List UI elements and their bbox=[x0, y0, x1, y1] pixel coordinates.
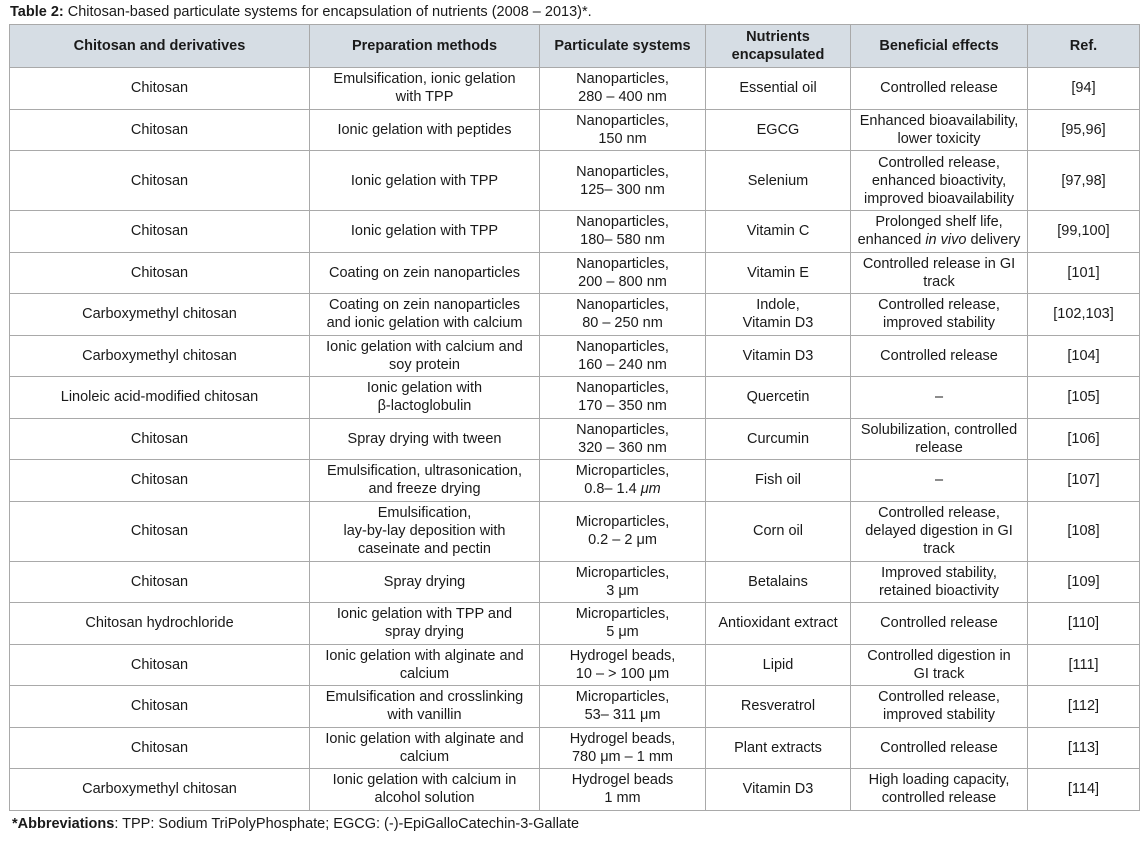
table-row bbox=[10, 151, 1140, 211]
cell-particulate bbox=[540, 501, 706, 561]
table-row bbox=[10, 68, 1140, 110]
cell-preparation-line: calcium bbox=[399, 665, 450, 682]
cell-nutrient bbox=[706, 335, 851, 377]
header-effects: Beneficial effects bbox=[851, 25, 1028, 68]
table-row bbox=[10, 727, 1140, 769]
cell-ref: [99,100] bbox=[1028, 211, 1140, 253]
cell-ref: [112] bbox=[1028, 686, 1140, 728]
cell-chitosan: Chitosan bbox=[10, 418, 310, 460]
table-row bbox=[10, 294, 1140, 336]
table-row bbox=[10, 252, 1140, 294]
cell-effect-line: Controlled release, bbox=[878, 689, 1000, 706]
cell-particulate-line: Hydrogel beads, bbox=[569, 730, 676, 747]
cell-preparation-line: Emulsification, ultrasonication, bbox=[326, 463, 523, 480]
cell-effect-line: Controlled release in GI bbox=[862, 255, 1016, 272]
cell-effect bbox=[851, 686, 1028, 728]
cell-effect-line: improved bioavailability bbox=[864, 190, 1014, 207]
cell-preparation bbox=[310, 377, 540, 419]
cell-particulate-line: Nanoparticles, bbox=[576, 163, 669, 180]
cell-preparation-line: Emulsification and crosslinking bbox=[325, 689, 524, 706]
cell-effect-line: – bbox=[934, 472, 944, 489]
cell-particulate-line: Nanoparticles, bbox=[576, 71, 669, 88]
footnote-text: : TPP: Sodium TriPolyPhosphate; EGCG: (-)-EpiGalloCatechin-3-Gallate bbox=[114, 816, 580, 832]
cell-effect bbox=[851, 294, 1028, 336]
cell-preparation bbox=[310, 211, 540, 253]
cell-nutrient bbox=[706, 377, 851, 419]
cell-ref: [111] bbox=[1028, 644, 1140, 686]
cell-effect-line: improved stability bbox=[882, 315, 995, 332]
cell-particulate-line: 125– 300 nm bbox=[580, 181, 665, 198]
cell-nutrient bbox=[706, 252, 851, 294]
cell-effect-line: improved stability bbox=[882, 707, 995, 724]
cell-particulate-line: Microparticles, bbox=[575, 564, 670, 581]
cell-chitosan: Chitosan bbox=[10, 252, 310, 294]
cell-nutrient-line: Vitamin C bbox=[746, 223, 810, 240]
table-row bbox=[10, 561, 1140, 603]
cell-preparation bbox=[310, 109, 540, 151]
cell-chitosan: Chitosan bbox=[10, 561, 310, 603]
cell-particulate-line: Nanoparticles, bbox=[576, 421, 669, 438]
cell-effect bbox=[851, 252, 1028, 294]
cell-nutrient-line: Vitamin D3 bbox=[742, 315, 814, 332]
cell-preparation-line: soy protein bbox=[389, 356, 460, 373]
cell-preparation-line: Spray drying with tween bbox=[347, 430, 502, 447]
cell-effect-line: GI track bbox=[913, 665, 965, 682]
table-row bbox=[10, 418, 1140, 460]
cell-particulate-line: Microparticles, bbox=[575, 606, 670, 623]
cell-preparation bbox=[310, 151, 540, 211]
header-chitosan: Chitosan and derivatives bbox=[10, 25, 310, 68]
cell-effect bbox=[851, 109, 1028, 151]
cell-effect-line: track bbox=[923, 273, 955, 290]
cell-chitosan: Chitosan bbox=[10, 68, 310, 110]
cell-particulate bbox=[540, 418, 706, 460]
table-row bbox=[10, 769, 1140, 811]
cell-preparation-line: with TPP bbox=[395, 89, 454, 106]
cell-particulate bbox=[540, 211, 706, 253]
table-body bbox=[10, 68, 1140, 811]
cell-preparation bbox=[310, 294, 540, 336]
cell-particulate bbox=[540, 769, 706, 811]
cell-chitosan: Chitosan bbox=[10, 151, 310, 211]
cell-nutrient-line: Plant extracts bbox=[734, 739, 822, 756]
cell-particulate-line: Nanoparticles, bbox=[576, 338, 669, 355]
cell-preparation-line: and freeze drying bbox=[368, 481, 481, 498]
cell-effect-line: Controlled release, bbox=[878, 297, 1000, 314]
cell-preparation bbox=[310, 68, 540, 110]
cell-particulate-line: 0.2 – 2 μm bbox=[588, 532, 657, 548]
cell-particulate-line: 200 – 800 nm bbox=[578, 273, 667, 290]
cell-particulate-line: 53– 311 μm bbox=[584, 707, 661, 724]
cell-ref: [107] bbox=[1028, 460, 1140, 502]
cell-nutrient bbox=[706, 727, 851, 769]
cell-effect-line: Prolonged shelf life, bbox=[875, 214, 1003, 231]
cell-particulate-line: Nanoparticles, bbox=[576, 112, 669, 129]
cell-nutrient bbox=[706, 561, 851, 603]
cell-ref: [113] bbox=[1028, 727, 1140, 769]
cell-ref: [110] bbox=[1028, 603, 1140, 645]
cell-effect bbox=[851, 211, 1028, 253]
cell-effect-line: Solubilization, controlled bbox=[860, 421, 1018, 438]
table-row bbox=[10, 211, 1140, 253]
cell-chitosan: Carboxymethyl chitosan bbox=[10, 769, 310, 811]
cell-ref: [102,103] bbox=[1028, 294, 1140, 336]
cell-preparation-line: spray drying bbox=[385, 624, 464, 641]
cell-particulate-line: 280 – 400 nm bbox=[578, 89, 667, 106]
cell-effect bbox=[851, 727, 1028, 769]
cell-particulate-line: Nanoparticles, bbox=[576, 255, 669, 272]
cell-particulate-line: Microparticles, bbox=[575, 514, 670, 530]
cell-effect bbox=[851, 68, 1028, 110]
cell-nutrient-line: Selenium bbox=[747, 172, 809, 189]
footnote bbox=[12, 814, 579, 834]
cell-preparation-line: β-lactoglobulin bbox=[377, 398, 472, 415]
cell-effect-line: Controlled release bbox=[880, 80, 998, 97]
cell-nutrient-line: Indole, bbox=[756, 297, 800, 314]
cell-nutrient bbox=[706, 501, 851, 561]
cell-particulate-line: 150 nm bbox=[598, 130, 647, 147]
cell-particulate bbox=[540, 460, 706, 502]
cell-effect bbox=[851, 501, 1028, 561]
cell-particulate-line: 320 – 360 nm bbox=[578, 439, 667, 456]
cell-preparation bbox=[310, 335, 540, 377]
cell-particulate-line: 180– 580 nm bbox=[580, 232, 665, 249]
cell-nutrient-line: Fish oil bbox=[755, 472, 801, 489]
cell-chitosan: Linoleic acid-modified chitosan bbox=[10, 377, 310, 419]
cell-ref: [104] bbox=[1028, 335, 1140, 377]
cell-chitosan: Chitosan bbox=[10, 644, 310, 686]
cell-effect bbox=[851, 460, 1028, 502]
cell-effect-line: enhanced bioactivity, bbox=[871, 172, 1007, 189]
table-row bbox=[10, 377, 1140, 419]
cell-preparation-line: Ionic gelation with alginate and bbox=[325, 730, 524, 747]
cell-nutrient bbox=[706, 769, 851, 811]
table-row bbox=[10, 644, 1140, 686]
cell-effect-line: track bbox=[923, 541, 955, 557]
cell-preparation-line: Ionic gelation with TPP bbox=[350, 172, 499, 189]
cell-preparation bbox=[310, 252, 540, 294]
cell-chitosan: Chitosan bbox=[10, 109, 310, 151]
cell-nutrient-line: Lipid bbox=[762, 656, 794, 673]
cell-effect-line: lower toxicity bbox=[897, 130, 981, 147]
footnote-label: *Abbreviations bbox=[12, 816, 115, 832]
cell-preparation-line: Ionic gelation with calcium in bbox=[332, 772, 517, 789]
cell-nutrient bbox=[706, 644, 851, 686]
cell-preparation-line: Ionic gelation with TPP bbox=[350, 223, 499, 240]
header-nutrients-line: encapsulated bbox=[731, 47, 825, 63]
cell-particulate bbox=[540, 109, 706, 151]
cell-preparation bbox=[310, 603, 540, 645]
cell-particulate bbox=[540, 252, 706, 294]
cell-particulate-line: 3 μm bbox=[606, 582, 639, 599]
cell-effect-line: release bbox=[915, 439, 963, 456]
table-caption bbox=[10, 2, 592, 22]
cell-preparation-line: Spray drying bbox=[383, 573, 466, 590]
cell-nutrient-line: Resveratrol bbox=[740, 698, 816, 715]
cell-nutrient-line: Vitamin D3 bbox=[742, 347, 814, 364]
cell-effect-line: Controlled release bbox=[880, 615, 998, 632]
cell-nutrient-line: Curcumin bbox=[746, 430, 810, 447]
cell-effect-line: Improved stability, bbox=[881, 564, 997, 581]
cell-effect-line: delayed digestion in GI bbox=[865, 523, 1013, 539]
caption-label: Table 2: bbox=[10, 4, 64, 20]
cell-particulate bbox=[540, 603, 706, 645]
cell-ref: [108] bbox=[1028, 501, 1140, 561]
cell-nutrient bbox=[706, 686, 851, 728]
cell-preparation bbox=[310, 501, 540, 561]
cell-particulate-line: 160 – 240 nm bbox=[578, 356, 667, 373]
header-row bbox=[10, 25, 1140, 68]
cell-chitosan: Chitosan bbox=[10, 686, 310, 728]
cell-particulate bbox=[540, 68, 706, 110]
caption-text: Chitosan-based particulate systems for encapsulation of nutrients (2008 – 2013)*. bbox=[67, 4, 592, 20]
cell-effect bbox=[851, 377, 1028, 419]
cell-effect bbox=[851, 335, 1028, 377]
cell-particulate bbox=[540, 335, 706, 377]
cell-effect bbox=[851, 151, 1028, 211]
cell-preparation-line: calcium bbox=[399, 748, 450, 765]
cell-nutrient-line: Betalains bbox=[748, 573, 808, 590]
cell-effect bbox=[851, 769, 1028, 811]
cell-particulate-line: 1 mm bbox=[604, 790, 641, 807]
cell-preparation bbox=[310, 644, 540, 686]
table-row bbox=[10, 501, 1140, 561]
header-preparation: Preparation methods bbox=[310, 25, 540, 68]
cell-effect-line: High loading capacity, bbox=[868, 772, 1010, 789]
cell-particulate bbox=[540, 686, 706, 728]
cell-preparation-line: Ionic gelation with alginate and bbox=[325, 647, 524, 664]
cell-nutrient bbox=[706, 68, 851, 110]
cell-effect-line: Controlled digestion in bbox=[867, 647, 1011, 664]
header-particulate: Particulate systems bbox=[540, 25, 706, 68]
cell-ref: [101] bbox=[1028, 252, 1140, 294]
cell-nutrient-line: Antioxidant extract bbox=[718, 615, 838, 632]
header-ref: Ref. bbox=[1028, 25, 1140, 68]
cell-particulate bbox=[540, 727, 706, 769]
cell-preparation-line: Coating on zein nanoparticles bbox=[328, 264, 521, 281]
cell-chitosan: Carboxymethyl chitosan bbox=[10, 335, 310, 377]
cell-preparation bbox=[310, 460, 540, 502]
cell-preparation bbox=[310, 418, 540, 460]
cell-nutrient bbox=[706, 294, 851, 336]
cell-effect bbox=[851, 418, 1028, 460]
cell-preparation bbox=[310, 769, 540, 811]
cell-effect-line: – bbox=[934, 389, 944, 406]
cell-effect-line: Controlled release, bbox=[878, 154, 1000, 171]
table-row bbox=[10, 460, 1140, 502]
cell-preparation bbox=[310, 561, 540, 603]
cell-nutrient bbox=[706, 151, 851, 211]
cell-chitosan: Carboxymethyl chitosan bbox=[10, 294, 310, 336]
cell-particulate-line: 0.8– 1.4 μm bbox=[584, 481, 661, 498]
cell-nutrient-line: Vitamin D3 bbox=[742, 781, 814, 798]
cell-effect-line: Controlled release bbox=[880, 347, 998, 364]
cell-preparation-line: Ionic gelation with bbox=[366, 380, 483, 397]
cell-chitosan: Chitosan bbox=[10, 501, 310, 561]
cell-particulate-line: 170 – 350 nm bbox=[578, 398, 667, 415]
cell-preparation-line: Coating on zein nanoparticles bbox=[328, 297, 521, 314]
cell-effect-line: Enhanced bioavailability, bbox=[859, 112, 1019, 129]
cell-nutrient bbox=[706, 211, 851, 253]
cell-effect bbox=[851, 644, 1028, 686]
cell-particulate-line: Nanoparticles, bbox=[576, 214, 669, 231]
cell-chitosan: Chitosan bbox=[10, 211, 310, 253]
cell-preparation-line: and ionic gelation with calcium bbox=[326, 315, 523, 332]
cell-ref: [106] bbox=[1028, 418, 1140, 460]
cell-preparation-line: Emulsification, bbox=[377, 505, 472, 521]
cell-nutrient-line: Corn oil bbox=[753, 523, 803, 539]
cell-particulate bbox=[540, 561, 706, 603]
cell-chitosan: Chitosan bbox=[10, 727, 310, 769]
cell-effect-line: retained bioactivity bbox=[878, 582, 1000, 599]
cell-particulate-line: Microparticles, bbox=[575, 463, 670, 480]
cell-particulate-line: Hydrogel beads bbox=[571, 772, 674, 789]
cell-particulate bbox=[540, 377, 706, 419]
header-nutrients bbox=[706, 25, 851, 68]
cell-ref: [97,98] bbox=[1028, 151, 1140, 211]
cell-effect bbox=[851, 561, 1028, 603]
cell-particulate-line: Nanoparticles, bbox=[576, 380, 669, 397]
cell-particulate-line: 80 – 250 nm bbox=[582, 315, 663, 332]
cell-particulate-line: 780 μm – 1 mm bbox=[571, 748, 674, 765]
cell-ref: [109] bbox=[1028, 561, 1140, 603]
cell-particulate-line: Hydrogel beads, bbox=[569, 647, 676, 664]
cell-particulate bbox=[540, 644, 706, 686]
cell-preparation-line: Emulsification, ionic gelation bbox=[333, 71, 516, 88]
cell-nutrient-line: Essential oil bbox=[739, 80, 817, 97]
cell-preparation-line: with vanillin bbox=[387, 707, 462, 724]
cell-preparation-line: alcohol solution bbox=[374, 790, 475, 807]
cell-effect-line: enhanced in vivo delivery bbox=[857, 232, 1021, 249]
cell-ref: [94] bbox=[1028, 68, 1140, 110]
cell-nutrient-line: EGCG bbox=[756, 121, 800, 138]
cell-preparation bbox=[310, 727, 540, 769]
table-row bbox=[10, 686, 1140, 728]
cell-preparation-line: lay-by-lay deposition with bbox=[343, 523, 506, 539]
cell-nutrient bbox=[706, 460, 851, 502]
cell-particulate-line: Microparticles, bbox=[575, 689, 670, 706]
cell-particulate-line: Nanoparticles, bbox=[576, 297, 669, 314]
cell-chitosan: Chitosan hydrochloride bbox=[10, 603, 310, 645]
cell-nutrient bbox=[706, 109, 851, 151]
cell-ref: [95,96] bbox=[1028, 109, 1140, 151]
cell-nutrient-line: Vitamin E bbox=[747, 264, 809, 281]
table-row bbox=[10, 335, 1140, 377]
header-nutrients-line: Nutrients bbox=[746, 29, 810, 45]
cell-effect-line: Controlled release, bbox=[878, 505, 1000, 521]
table-row bbox=[10, 109, 1140, 151]
cell-nutrient-line: Quercetin bbox=[746, 389, 810, 406]
cell-preparation-line: Ionic gelation with calcium and bbox=[326, 338, 523, 355]
cell-ref: [114] bbox=[1028, 769, 1140, 811]
table-row bbox=[10, 603, 1140, 645]
cell-particulate-line: 10 – > 100 μm bbox=[575, 665, 670, 682]
cell-nutrient bbox=[706, 418, 851, 460]
cell-effect-line: Controlled release bbox=[880, 739, 998, 756]
cell-particulate bbox=[540, 294, 706, 336]
cell-effect-line: controlled release bbox=[881, 790, 997, 807]
cell-particulate bbox=[540, 151, 706, 211]
cell-particulate-line: 5 μm bbox=[606, 624, 639, 641]
cell-preparation-line: Ionic gelation with peptides bbox=[337, 121, 512, 138]
cell-nutrient bbox=[706, 603, 851, 645]
cell-preparation bbox=[310, 686, 540, 728]
cell-chitosan: Chitosan bbox=[10, 460, 310, 502]
cell-preparation-line: caseinate and pectin bbox=[357, 541, 491, 557]
cell-effect bbox=[851, 603, 1028, 645]
cell-ref: [105] bbox=[1028, 377, 1140, 419]
data-table bbox=[9, 24, 1140, 811]
cell-preparation-line: Ionic gelation with TPP and bbox=[336, 606, 513, 623]
